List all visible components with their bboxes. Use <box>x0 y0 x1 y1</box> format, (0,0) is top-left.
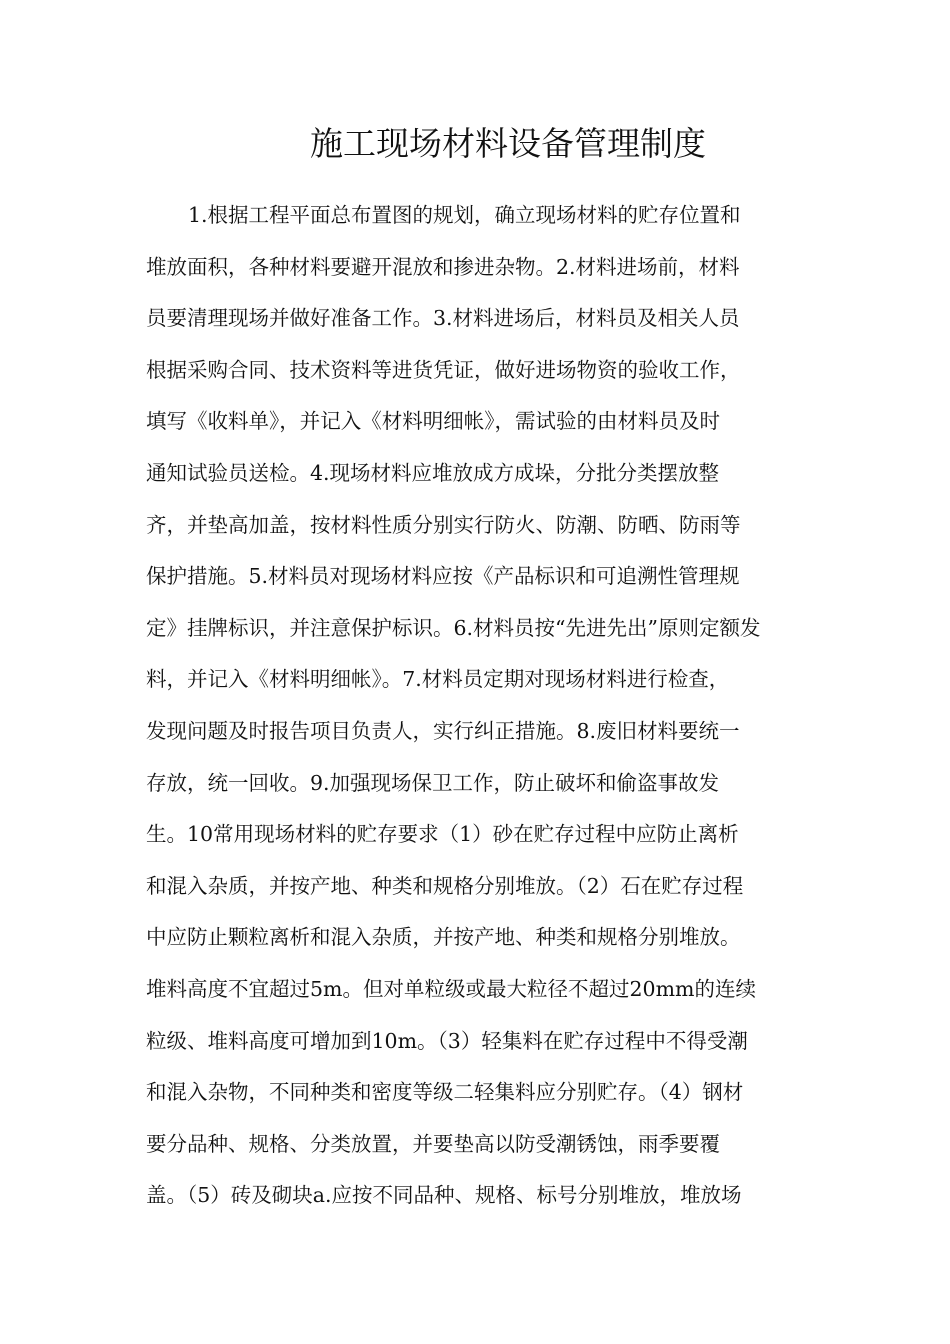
body-line: 盖。（5）砖及砌块a.应按不同品种、规格、标号分别堆放，堆放场 <box>146 1183 742 1208</box>
body-line: 生。10常用现场材料的贮存要求（1）砂在贮存过程中应防止离析 <box>146 822 739 847</box>
document-body <box>146 199 826 1231</box>
document-title: 施工现场材料设备管理制度 <box>310 124 706 163</box>
body-line: 堆放面积，各种材料要避开混放和掺进杂物。2.材料进场前，材料 <box>146 254 740 279</box>
body-line: 保护措施。5.材料员对现场材料应按《产品标识和可追溯性管理规 <box>146 564 740 589</box>
body-line: 员要清理现场并做好准备工作。3.材料进场后，材料员及相关人员 <box>146 306 740 331</box>
body-line: 1.根据工程平面总布置图的规划，确立现场材料的贮存位置和 <box>188 203 741 227</box>
body-line: 中应防止颗粒离析和混入杂质，并按产地、种类和规格分别堆放。 <box>146 925 741 950</box>
body-line: 和混入杂质，并按产地、种类和规格分别堆放。（2）石在贮存过程 <box>146 873 744 898</box>
body-line: 通知试验员送检。4.现场材料应堆放成方成垛，分批分类摆放整 <box>146 460 720 485</box>
body-line: 根据采购合同、技术资料等进货凭证，做好进场物资的验收工作， <box>146 357 741 382</box>
body-line: 定》挂牌标识，并注意保护标识。6.材料员按“先进先出”原则定额发 <box>146 615 761 640</box>
body-line: 和混入杂物，不同种类和密度等级二轻集料应分别贮存。（4）钢材 <box>146 1080 744 1105</box>
body-line: 齐，并垫高加盖，按材料性质分别实行防火、防潮、防晒、防雨等 <box>146 512 741 537</box>
body-line: 存放，统一回收。9.加强现场保卫工作，防止破坏和偷盗事故发 <box>146 770 720 795</box>
body-line: 填写《收料单》，并记入《材料明细帐》，需试验的由材料员及时 <box>146 409 720 434</box>
body-line: 堆料高度不宜超过5m。但对单粒级或最大粒径不超过20mm的连续 <box>146 976 756 1001</box>
body-line: 粒级、堆料高度可增加到10m。（3）轻集料在贮存过程中不得受潮 <box>146 1028 748 1053</box>
body-line: 料，并记入《材料明细帐》。7.材料员定期对现场材料进行检查， <box>146 667 730 692</box>
body-line: 要分品种、规格、分类放置，并要垫高以防受潮锈蚀，雨季要覆 <box>146 1131 720 1156</box>
body-line: 发现问题及时报告项目负责人，实行纠正措施。8.废旧材料要统一 <box>146 718 740 743</box>
